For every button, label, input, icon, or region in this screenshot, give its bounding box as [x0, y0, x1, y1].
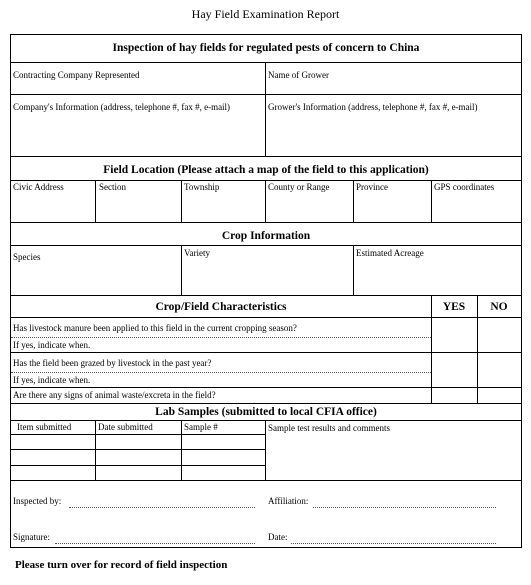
divider: [353, 180, 354, 222]
divider: [431, 180, 432, 222]
divider: [265, 180, 266, 222]
field-location-heading: Field Location (Please attach a map of the field to this application): [103, 164, 429, 176]
divider: [11, 465, 265, 466]
yes-column-label: YES: [442, 301, 466, 313]
item-submitted-label: Item submitted: [17, 422, 72, 432]
divider: [11, 94, 521, 95]
divider: [11, 387, 521, 388]
inspected-by-line: [69, 507, 255, 508]
section-label: Section: [99, 182, 126, 192]
divider: [11, 317, 521, 318]
divider: [11, 434, 265, 435]
divider: [181, 420, 182, 480]
county-range-label: County or Range: [268, 182, 330, 192]
divider: [11, 403, 521, 404]
divider: [353, 245, 354, 295]
affiliation-line: [313, 507, 496, 508]
date-submitted-label: Date submitted: [98, 422, 153, 432]
divider: [11, 222, 521, 223]
sample-number-label: Sample #: [184, 422, 218, 432]
date-line: [291, 543, 496, 544]
characteristics-heading: Crop/Field Characteristics: [155, 301, 287, 313]
divider: [265, 420, 266, 480]
question-animal-waste: Are there any signs of animal waste/excreta in the field?: [13, 390, 216, 400]
divider: [95, 420, 96, 480]
divider: [11, 62, 521, 63]
variety-label: Variety: [184, 248, 210, 258]
township-label: Township: [184, 182, 220, 192]
divider: [11, 295, 521, 296]
divider: [11, 180, 521, 181]
question-grazed: Has the field been grazed by livestock in the past year?: [13, 358, 212, 368]
contracting-company-label: Contracting Company Represented: [13, 70, 140, 80]
divider: [11, 480, 521, 481]
form-title: Hay Field Examination Report: [191, 7, 340, 21]
examination-form: [10, 34, 522, 548]
gps-coordinates-label: GPS coordinates: [434, 182, 495, 192]
divider: [181, 180, 182, 222]
divider: [11, 156, 521, 157]
signature-label: Signature:: [13, 532, 50, 542]
divider: [11, 372, 431, 373]
question-manure: Has livestock manure been applied to this field in the current cropping season?: [13, 323, 297, 333]
date-label: Date:: [268, 532, 288, 542]
affiliation-label: Affiliation:: [268, 496, 309, 506]
divider: [181, 245, 182, 295]
question-grazed-followup: If yes, indicate when.: [13, 375, 91, 385]
grower-info-label: Grower's Information (address, telephone #, fax #, e-mail): [268, 102, 478, 112]
species-label: Species: [13, 252, 41, 262]
divider: [11, 245, 521, 246]
divider: [11, 420, 521, 421]
no-column-label: NO: [490, 301, 508, 313]
divider: [95, 180, 96, 222]
crop-info-heading: Crop Information: [221, 230, 311, 242]
inspection-heading: Inspection of hay fields for regulated pests of concern to China: [112, 42, 420, 54]
lab-samples-heading: Lab Samples (submitted to local CFIA office): [155, 406, 377, 418]
sample-results-label: Sample test results and comments: [268, 423, 390, 433]
signature-line: [55, 543, 255, 544]
inspected-by-label: Inspected by:: [13, 496, 62, 506]
divider: [11, 449, 265, 450]
divider: [11, 337, 431, 338]
grower-name-label: Name of Grower: [268, 70, 329, 80]
province-label: Province: [356, 182, 388, 192]
acreage-label: Estimated Acreage: [356, 248, 424, 258]
divider: [265, 62, 266, 156]
question-manure-followup: If yes, indicate when.: [13, 340, 91, 350]
divider: [11, 352, 521, 353]
company-info-label: Company's Information (address, telephone #, fax #, e-mail): [13, 102, 231, 112]
civic-address-label: Civic Address: [13, 182, 64, 192]
footer-note: Please turn over for record of field inspection: [15, 559, 228, 571]
